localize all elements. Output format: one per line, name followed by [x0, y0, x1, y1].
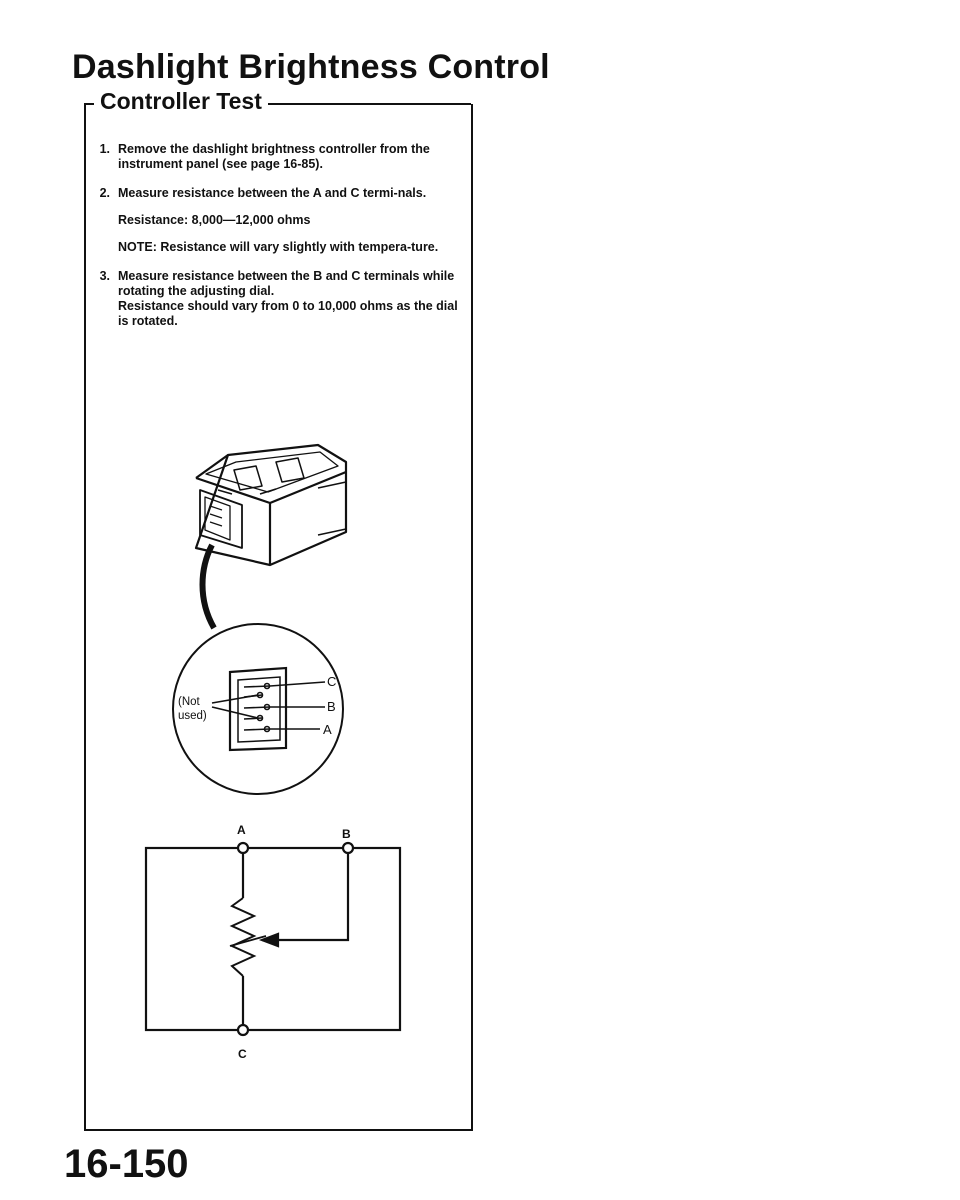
schematic-terminal-a-label: A — [237, 823, 246, 837]
resistance-spec: Resistance: 8,000—12,000 ohms — [118, 213, 311, 227]
controller-illustration — [196, 445, 346, 628]
page-title: Dashlight Brightness Control — [72, 48, 550, 86]
page-number: 16-150 — [64, 1142, 189, 1186]
step-text-continued: Resistance should vary from 0 to 10,000 ohms as the dial is rotated. — [118, 299, 458, 328]
step-text: Measure resistance between the A and C termi-nals. — [118, 186, 427, 200]
connector-terminal-c-label: C — [327, 674, 337, 689]
connector-terminal-b-label: B — [327, 699, 336, 714]
step-note: NOTE: Resistance will vary slightly with tempera-ture. — [118, 240, 439, 254]
step-number: 2. — [99, 186, 110, 200]
connector-terminal-a-label: A — [323, 722, 332, 737]
step-number: 3. — [99, 269, 110, 283]
schematic — [146, 843, 400, 1035]
not-used-label-line2: used) — [178, 710, 207, 722]
schematic-terminal-b-label: B — [342, 827, 351, 841]
step-text: Measure resistance between the B and C terminals while rotating the adjusting dial. — [118, 269, 455, 298]
step-number: 1. — [99, 142, 110, 156]
schematic-terminal-c-label: C — [238, 1047, 247, 1061]
step-text: Remove the dashlight brightness controller from the instrument panel (see page 16-85). — [118, 142, 430, 171]
section-title: Controller Test — [100, 88, 268, 115]
not-used-label-line1: (Not — [178, 696, 200, 708]
connector-detail — [173, 624, 343, 794]
